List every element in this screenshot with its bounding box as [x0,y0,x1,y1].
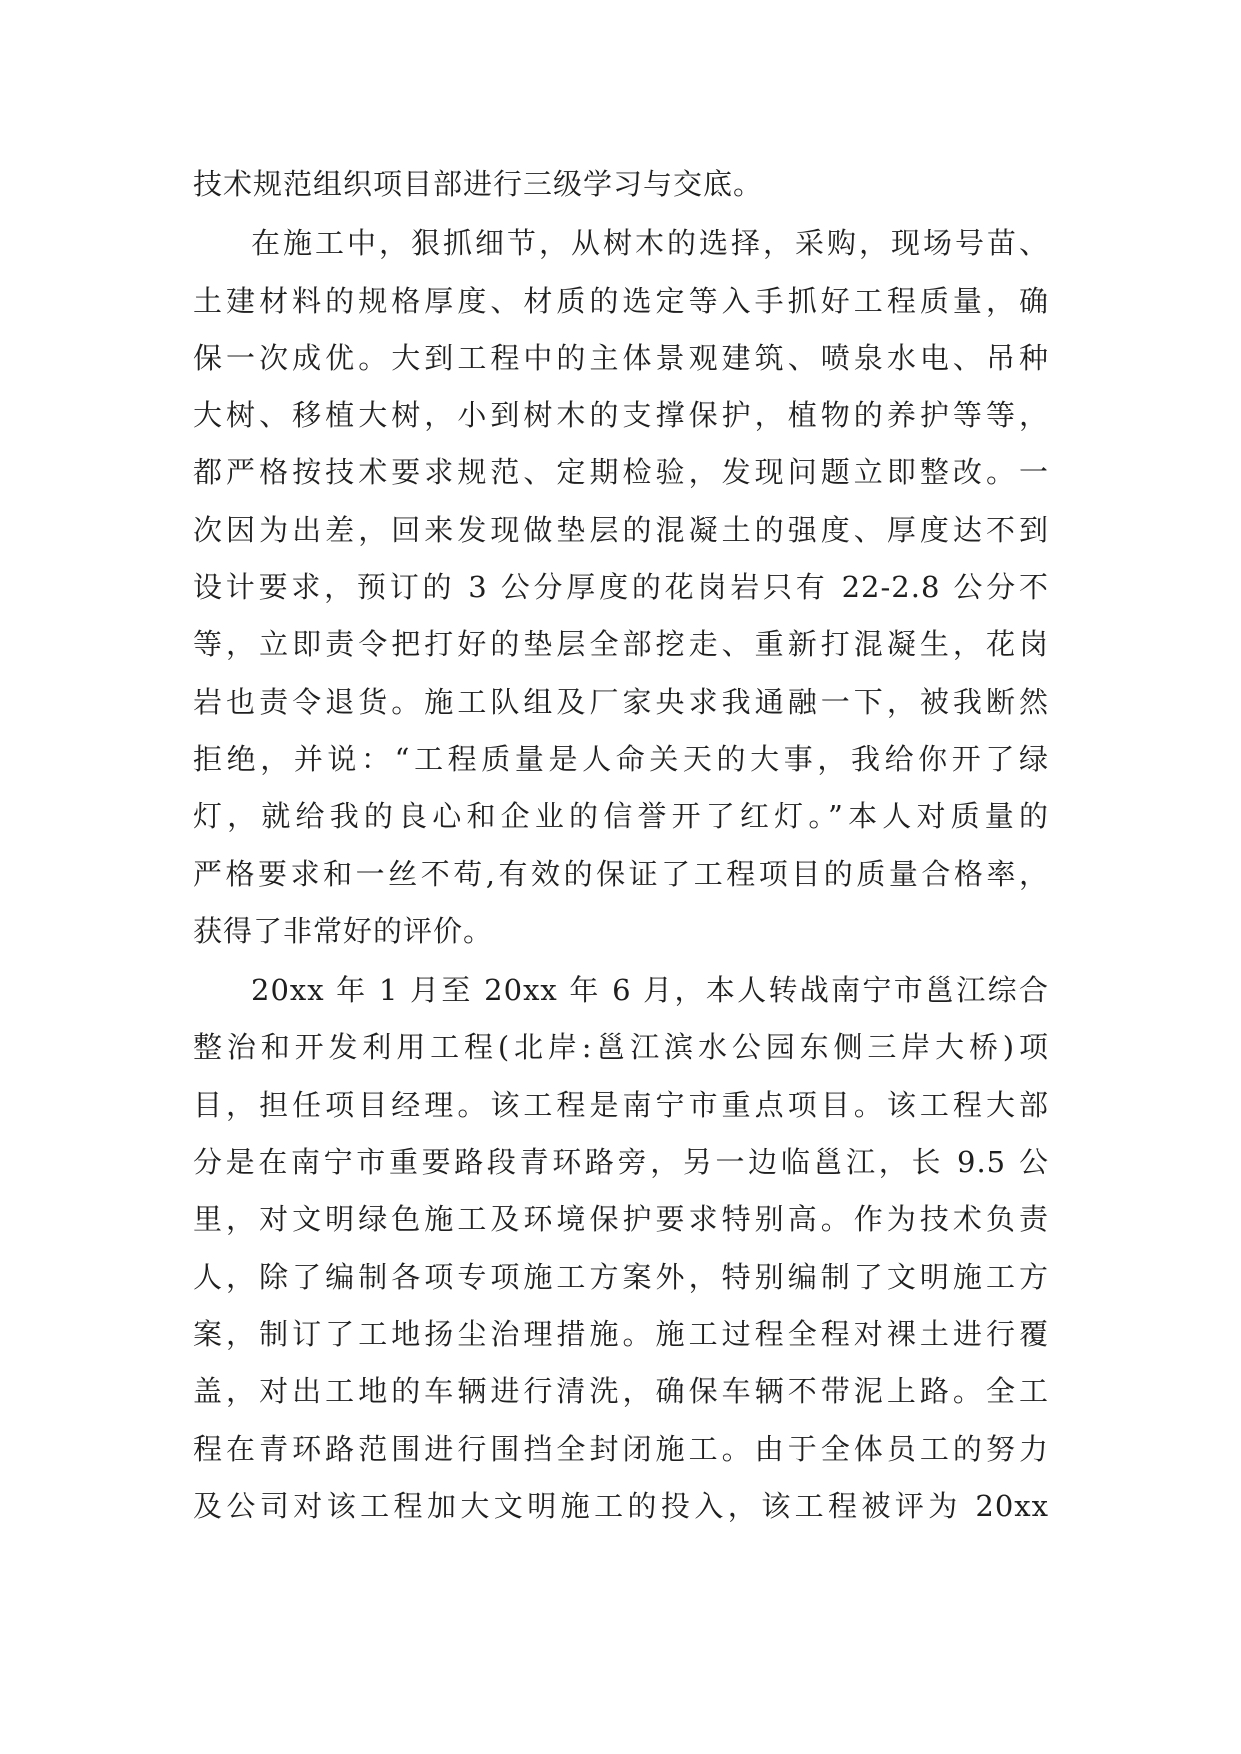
text-line: 程在青环路范围进行围挡全封闭施工。由于全体员工的努力 [193,1431,1049,1466]
text-line: 都严格按技术要求规范、定期检验，发现问题立即整改。一 [193,455,1049,490]
text-line: 保一次成优。大到工程中的主体景观建筑、喷泉水电、吊种 [193,340,1049,375]
paragraph-1 [193,156,1049,213]
text-line: 岩也责令退货。施工队组及厂家央求我通融一下，被我断然 [193,684,1049,719]
text-line: 等，立即责令把打好的垫层全部挖走、重新打混凝生，花岗 [193,627,1049,662]
paragraph-2 [193,215,1049,960]
text-line: 在施工中，狠抓细节，从树木的选择，采购，现场号苗、 [251,226,1049,261]
text-line: 目，担任项目经理。该工程是南宁市重点项目。该工程大部 [193,1087,1049,1122]
paragraph-3 [193,962,1049,1535]
text-line: 及公司对该工程加大文明施工的投入，该工程被评为 20xx [193,1488,1049,1523]
text-line: 次因为出差，回来发现做垫层的混凝土的强度、厚度达不到 [193,512,1049,547]
text-line: 严格要求和一丝不苟,有效的保证了工程项目的质量合格率， [193,856,1049,891]
text-line: 分是在南宁市重要路段青环路旁，另一边临邕江，长 9.5 公 [193,1145,1049,1180]
text-line: 案，制订了工地扬尘治理措施。施工过程全程对裸土进行覆 [193,1316,1049,1351]
text-line: 20xx 年 1 月至 20xx 年 6 月，本人转战南宁市邕江综合 [251,973,1049,1008]
text-line: 大树、移植大树，小到树木的支撑保护，植物的养护等等， [193,398,1049,433]
text-line: 整治和开发利用工程(北岸:邕江滨水公园东侧三岸大桥)项 [193,1030,1049,1065]
text-line: 土建材料的规格厚度、材质的选定等入手抓好工程质量，确 [193,283,1049,318]
text-line: 拒绝，并说：“工程质量是人命关天的大事，我给你开了绿 [193,741,1049,776]
text-line: 灯，就给我的良心和企业的信誉开了红灯。”本人对质量的 [193,799,1049,834]
text-line: 人，除了编制各项专项施工方案外，特别编制了文明施工方 [193,1259,1049,1294]
text-line: 技术规范组织项目部进行三级学习与交底。 [193,167,764,201]
document-body [193,156,1049,1535]
text-line: 里，对文明绿色施工及环境保护要求特别高。作为技术负责 [193,1202,1049,1237]
text-line: 盖，对出工地的车辆进行清洗，确保车辆不带泥上路。全工 [193,1374,1049,1409]
text-line: 获得了非常好的评价。 [193,913,494,948]
text-line: 设计要求，预订的 3 公分厚度的花岗岩只有 22-2.8 公分不 [193,570,1049,605]
